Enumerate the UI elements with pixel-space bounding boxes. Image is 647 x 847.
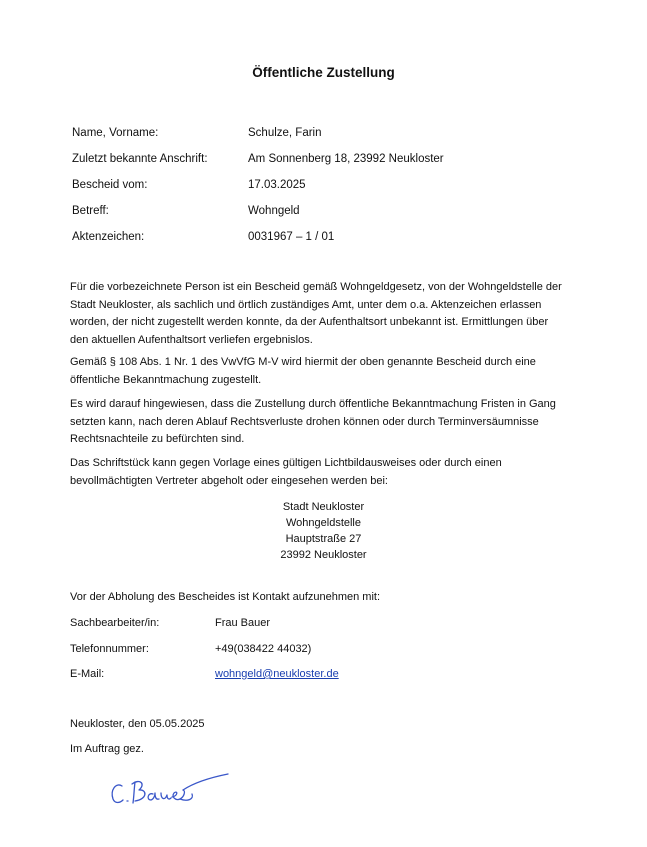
email-link[interactable]: wohngeld@neukloster.de — [215, 668, 339, 680]
contact-value-phone: +49(038422 44032) — [215, 643, 312, 655]
paragraph-legal-basis — [70, 354, 560, 389]
paragraph-line: Stadt Neukloster, als sachlich und örtlich zuständiges Amt, unter dem o.a. Aktenzeichen erlassen — [70, 298, 542, 311]
field-value-reference: 0031967 – 1 / 01 — [248, 231, 335, 243]
field-label-reference: Aktenzeichen: — [72, 231, 145, 243]
paragraph-line: setzten kann, nach deren Ablauf Rechtsverluste drohen können oder durch Terminversäumnisse — [70, 415, 539, 428]
paragraph-warning — [70, 396, 560, 449]
signature-stroke — [161, 793, 171, 799]
paragraph-line: Gemäß § 108 Abs. 1 Nr. 1 des VwVfG M-V wird hiermit der oben genannte Bescheid durch eine — [70, 356, 536, 368]
on-behalf-note: Im Auftrag gez. — [70, 743, 144, 755]
contact-label-person: Sachbearbeiter/in: — [70, 617, 160, 629]
address-line: Wohngeldstelle — [285, 517, 361, 529]
paragraph-line: Für die vorbezeichnete Person ist ein Bescheid gemäß Wohngeldgesetz, von der Wohngeldstelle der — [70, 281, 562, 293]
signature-image — [108, 766, 238, 812]
contact-label-email: E-Mail: — [70, 668, 105, 680]
contact-value-person: Frau Bauer — [215, 617, 271, 629]
signature-stroke — [133, 782, 135, 803]
field-value-name: Schulze, Farin — [248, 127, 322, 139]
paragraph-line: bevollmächtigten Vertreter abgeholt oder eingesehen werden bei: — [70, 474, 388, 487]
paragraph-line: Es wird darauf hingewiesen, dass die Zustellung durch öffentliche Bekanntmachung Fristen in Gang — [70, 398, 556, 410]
paragraph-line: Rechtsnachteile zu befürchten sind. — [70, 433, 245, 445]
signature-stroke — [172, 790, 184, 800]
signature-stroke — [148, 793, 159, 800]
address-line: Stadt Neukloster — [282, 501, 365, 513]
address-line: Hauptstraße 27 — [285, 533, 362, 545]
field-label-subject: Betreff: — [72, 205, 109, 217]
address-line: 23992 Neukloster — [280, 549, 367, 561]
field-value-date: 17.03.2025 — [248, 179, 306, 191]
paragraph-line: worden, der nicht zugestellt werden konnte, da der Aufenthaltsort unbekannt ist. Ermittlungen über — [70, 316, 549, 328]
paragraph-line: öffentliche Bekanntmachung zugestellt. — [70, 373, 262, 386]
signature-stroke — [112, 785, 123, 803]
field-label-address: Zuletzt bekannte Anschrift: — [72, 153, 208, 165]
place-date: Neukloster, den 05.05.2025 — [70, 718, 205, 730]
signature-stroke — [183, 774, 228, 790]
page-title: Öffentliche Zustellung — [252, 65, 395, 80]
field-label-name: Name, Vorname: — [72, 127, 159, 139]
paragraph-line: den aktuellen Aufenthaltsort verliefen ergebnislos. — [70, 333, 313, 346]
paragraph-notice — [70, 279, 560, 349]
office-address — [0, 499, 647, 563]
contact-intro: Vor der Abholung des Bescheides ist Kontakt aufzunehmen mit: — [70, 591, 381, 603]
field-value-address: Am Sonnenberg 18, 23992 Neukloster — [248, 153, 444, 165]
field-value-subject: Wohngeld — [248, 205, 300, 217]
paragraph-pickup — [70, 455, 560, 490]
contact-label-phone: Telefonnummer: — [70, 643, 149, 655]
paragraph-line: Das Schriftstück kann gegen Vorlage eines gültigen Lichtbildausweises oder durch einen — [70, 457, 502, 469]
field-label-date: Bescheid vom: — [72, 179, 148, 191]
